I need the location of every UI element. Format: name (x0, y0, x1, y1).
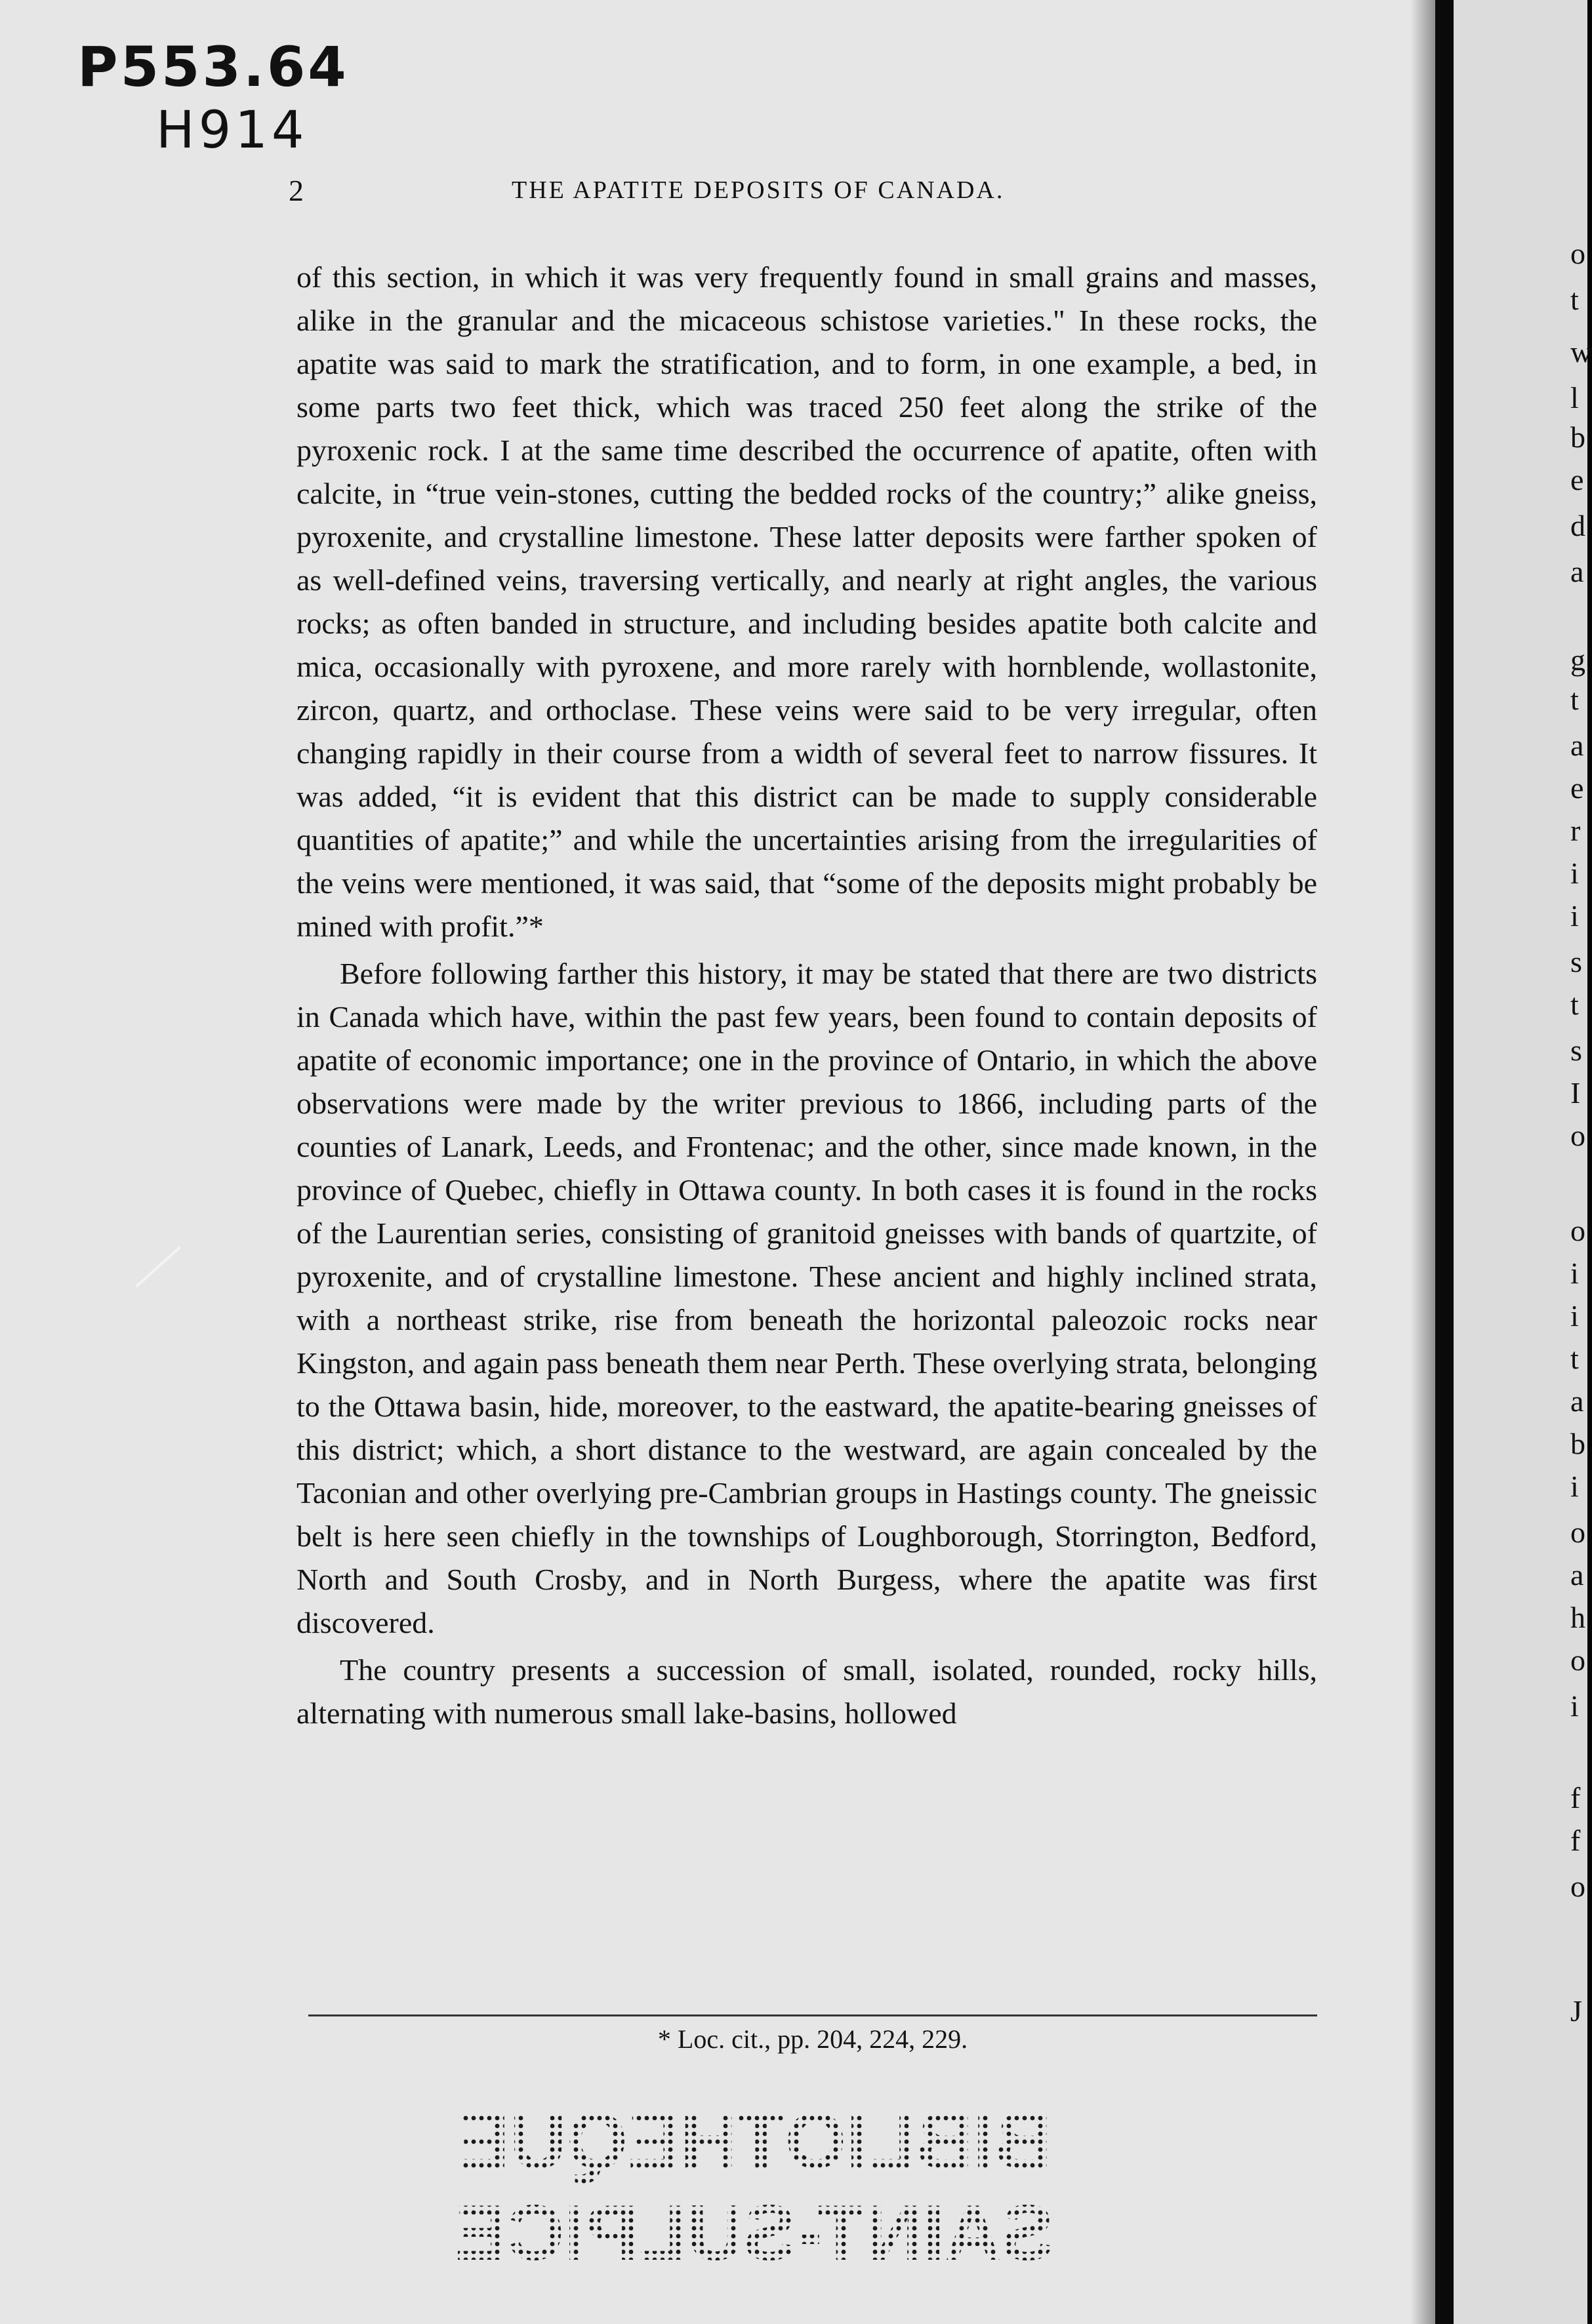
facing-page-fragment: i (1570, 899, 1579, 932)
body-text (296, 256, 1317, 1735)
facing-page-fragment: a (1570, 1384, 1584, 1418)
call-number-line-1: P553.64 (77, 35, 349, 99)
stamp-line-1: BIBLIOTHEQUE (457, 2097, 1052, 2185)
facing-page-fragment: o (1570, 1643, 1585, 1677)
facing-page-fragment: h (1570, 1601, 1585, 1634)
facing-page-fragment: o (1570, 1119, 1585, 1152)
facing-page-fragment: i (1570, 1689, 1579, 1723)
running-title: THE APATITE DEPOSITS OF CANADA. (512, 176, 1005, 204)
facing-page-fragment: b (1570, 1427, 1585, 1460)
facing-page-fragment: f (1570, 1781, 1581, 1814)
facing-page-fragment: a (1570, 555, 1584, 588)
stamp-line-2: SAINT-SULPICE (455, 2189, 1054, 2277)
facing-page-fragment: J (1570, 1994, 1582, 2028)
handwritten-call-number (77, 34, 349, 161)
call-number-line-2: H914 (156, 100, 308, 160)
paragraph-continued: of this section, in which it was very frequently found in small grains and masses, alike in the granular and the micaceous schistose varieties." In these rocks, the apatite was said to mark the stratification, and to form, in one example, a bed, in some parts two feet thick, which was traced 250 feet along the strike of the pyroxenic rock. I at the same time described the occurrence of apatite, often with calcite, in “true vein-stones, cutting the bedded rocks of the country;” alike gneiss, pyroxenite, and crystalline limestone. These latter deposits were farther spoken of as well-defined veins, traversing vertically, and nearly at right angles, the various rocks; as often banded in structure, and including besides apatite both calcite and mica, occasionally with pyroxene, and more rarely with hornblende, wollastonite, zircon, quartz, and orthoclase. These veins were said to be very irregular, often changing rapidly in their course from a width of several feet to narrow fissures. It was added, “it is evident that this district can be made to supply considerable quantities of apatite;” and while the uncertainties arising from the irregularities of the veins were mentioned, it was said, that “some of the deposits might probably be mined with profit.”* (296, 260, 1317, 943)
facing-page-fragment: e (1570, 771, 1584, 805)
page-edge-shadow (1410, 0, 1437, 2324)
facing-page-fragment: b (1570, 420, 1585, 454)
footnote-rule (308, 2014, 1317, 2016)
facing-page-fragment: i (1570, 856, 1579, 890)
facing-page-fragment: i (1570, 1299, 1579, 1332)
facing-page-fragment: o (1570, 1515, 1585, 1549)
facing-page-fragment: o (1570, 1214, 1585, 1247)
book-gutter (1435, 0, 1454, 2324)
facing-page-fragment: w (1570, 335, 1592, 369)
facing-page-fragment: s (1570, 1033, 1582, 1067)
facing-page-fragment: f (1570, 1824, 1581, 1857)
facing-page-fragment: g (1570, 643, 1585, 677)
page-number: 2 (289, 174, 304, 207)
facing-page-fragment: t (1570, 1342, 1579, 1375)
facing-page-fragment: a (1570, 729, 1584, 762)
facing-page-fragment: d (1570, 509, 1585, 542)
paragraph: Before following farther this history, it may be stated that there are two districts in Canada which have, within the past few years, been found to contain deposits of apatite of economic importance; one in the province of Ontario, in which the above observations were made by the writer previous to 1866, including parts of the counties of Lanark, Leeds, and Frontenac; and the other, since made known, in the province of Quebec, chiefly in Ottawa county. In both cases it is found in the rocks of the Laurentian series, consisting of granitoid gneisses with bands of quartzite, of pyroxenite, and of crystalline limestone. These ancient and highly inclined strata, with a northeast strike, rise from beneath the horizontal paleozoic rocks near Kingston, and again pass beneath them near Perth. These overlying strata, belonging to the Ottawa basin, hide, moreover, to the eastward, the apatite-bearing gneisses of this district; which, a short distance to the westward, are again concealed by the Taconian and other overlying pre-Cambrian groups in Hastings county. The gneissic belt is here seen chiefly in the townships of Loughborough, Storrington, Bedford, North and South Crosby, and in North Burgess, where the apatite was first discovered. (296, 957, 1317, 1639)
facing-page-fragment: t (1570, 988, 1579, 1021)
facing-page-fragment: t (1570, 283, 1579, 316)
perforated-library-stamp (455, 2083, 1054, 2293)
facing-page-fragment: t (1570, 683, 1579, 716)
facing-page-fragment: e (1570, 463, 1584, 496)
facing-page-edge (1454, 0, 1592, 2324)
facing-page-fragment: i (1570, 1256, 1579, 1290)
facing-page-fragment: I (1570, 1076, 1581, 1110)
facing-page-fragment: l (1570, 381, 1579, 414)
facing-page-fragment: o (1570, 1870, 1585, 1903)
footnote: * Loc. cit., pp. 204, 224, 229. (657, 2024, 968, 2054)
paragraph: The country presents a succession of small, isolated, rounded, rocky hills, alternating with numerous small lake-basins, hollowed (296, 1653, 1317, 1730)
facing-page-fragment: o (1570, 237, 1585, 270)
facing-page-fragment: r (1570, 814, 1581, 847)
facing-page-fragment: s (1570, 945, 1582, 978)
facing-page-fragment: a (1570, 1558, 1584, 1592)
facing-page-fragment: i (1570, 1470, 1579, 1503)
